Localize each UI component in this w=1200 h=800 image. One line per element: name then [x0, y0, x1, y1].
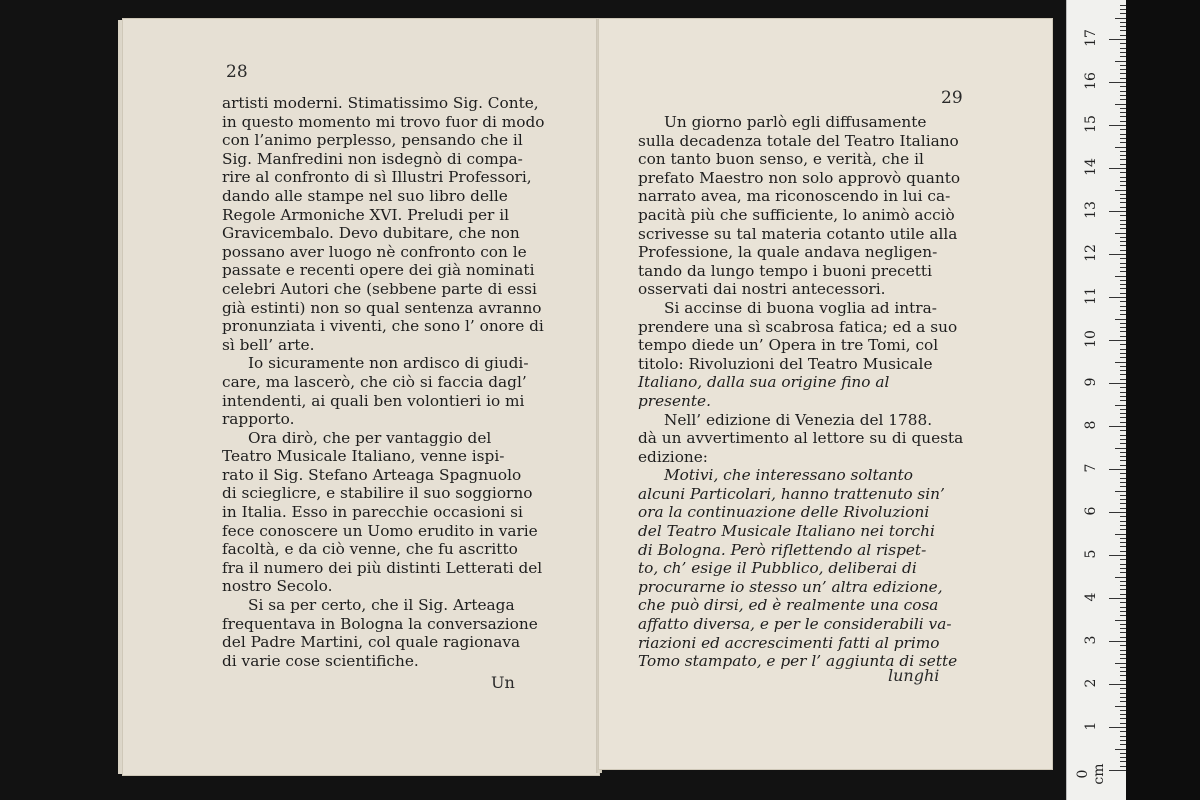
ruler-tick — [1109, 383, 1127, 384]
ruler-tick — [1109, 727, 1127, 728]
right_page-line: prefato Maestro non solo approvò quanto — [638, 168, 961, 187]
right_page-line: sulla decadenza totale del Teatro Italiano — [638, 131, 959, 150]
right_page-line: ora la continuazione delle Rivoluzioni — [638, 503, 930, 522]
ruler-number: 14 — [1083, 158, 1099, 176]
ruler-number: 11 — [1083, 287, 1099, 305]
right_page-line: presente. — [638, 391, 711, 410]
left_page-line: fra il numero dei più distinti Letterati del — [222, 558, 543, 577]
left_page-line: celebri Autori che (sebbene parte di essi — [222, 279, 537, 298]
left_page-line: già estinti) non so qual sentenza avranno — [222, 298, 542, 317]
left_page-line: rapporto. — [222, 410, 295, 429]
right_page-line: Nell’ edizione di Venezia del 1788. — [664, 410, 933, 429]
right_page-line: prendere una sì scabrosa fatica; ed a suo — [638, 317, 958, 336]
right_page-line: tempo diede un’ Opera in tre Tomi, col — [638, 336, 939, 355]
ruler-tick — [1109, 254, 1127, 255]
left_page-line: care, ma lascerò, che ciò si faccia dagl’ — [222, 372, 527, 391]
left_page-line: facoltà, e da ciò venne, che fu ascritto — [222, 540, 518, 559]
left_page-line: pronunziata i viventi, che sono l’ onore di — [222, 317, 544, 336]
left_page-line: Si sa per certo, che il Sig. Arteaga — [248, 596, 515, 615]
ruler-number: 10 — [1083, 330, 1099, 348]
ruler-number: 1 — [1083, 721, 1099, 731]
left_page-line: del Padre Martini, col quale ragionava — [222, 633, 521, 652]
left-page — [122, 18, 600, 776]
ruler-number: 16 — [1083, 72, 1099, 90]
left_page-line: di scieglicre, e stabilire il suo soggiorno — [222, 484, 533, 503]
right_page-line: che può dirsi, ed è realmente una cosa — [638, 596, 939, 615]
right_page-line: narrato avea, ma riconoscendo in lui ca- — [638, 187, 951, 206]
right_page-line: edizione: — [638, 447, 708, 466]
ruler-tick — [1109, 641, 1127, 642]
right_page-line: riazioni ed accrescimenti fatti al primo — [638, 633, 940, 652]
left_page-line: passate e recenti opere dei già nominati — [222, 261, 535, 280]
right_page-line: tando da lungo tempo i buoni precetti — [638, 261, 932, 280]
ruler-tick — [1109, 684, 1127, 685]
ruler-tick — [1109, 555, 1127, 556]
right_page-line: di Bologna. Però riflettendo al rispet- — [638, 540, 927, 559]
ruler-tick — [1109, 469, 1127, 470]
right_page-line: dà un avvertimento al lettore su di questa — [638, 429, 964, 448]
left_page-line: di varie cose scientifiche. — [222, 651, 419, 670]
left_page-line: in Italia. Esso in parecchie occasioni si — [222, 503, 523, 522]
left_page-line: Gravicembalo. Devo dubitare, che non — [222, 224, 520, 243]
right_page-line: scrivesse su tal materia cotanto utile alla — [638, 224, 958, 243]
ruler-number: 8 — [1083, 420, 1099, 430]
right_page-line: alcuni Particolari, hanno trattenuto sin’ — [638, 484, 945, 503]
left_page-line: con l’animo perplesso, pensando che il — [222, 131, 523, 150]
left_page-line: nostro Secolo. — [222, 577, 333, 596]
right-catchword: lunghi — [888, 666, 940, 685]
left_page-line: rire al confronto di sì Illustri Professori, — [222, 168, 532, 187]
left_page-line: fece conoscere un Uomo erudito in varie — [222, 521, 538, 540]
left_page-line: artisti moderni. Stimatissimo Sig. Conte, — [222, 94, 539, 112]
right_page-line: osservati dai nostri antecessori. — [638, 280, 886, 299]
ruler-tick — [1109, 125, 1127, 126]
ruler-unit-label: 0 cm — [1075, 763, 1107, 785]
left_page-line: intendenti, ai quali ben volontieri io mi — [222, 391, 525, 410]
ruler-tick — [1109, 340, 1127, 341]
right_page-line: Un giorno parlò egli diffusamente — [664, 113, 927, 131]
left-page-text — [222, 94, 552, 670]
ruler-number: 13 — [1083, 201, 1099, 219]
ruler-number: 12 — [1083, 244, 1099, 262]
right_page-line: affatto diversa, e per le considerabili va- — [638, 615, 952, 634]
left_page-line: rato il Sig. Stefano Arteaga Spagnuolo — [222, 465, 522, 484]
left-page-number: 28 — [226, 62, 248, 82]
ruler-number: 6 — [1083, 506, 1099, 516]
ruler-number: 9 — [1083, 377, 1099, 387]
background-strip — [1126, 0, 1200, 800]
right_page-line: procurarne io stesso un’ altra edizione, — [638, 577, 943, 596]
ruler-tick — [1109, 297, 1127, 298]
ruler-number: 3 — [1083, 635, 1099, 645]
left_page-line: possano aver luogo nè confronto con le — [222, 242, 527, 261]
ruler-tick — [1109, 211, 1127, 212]
measuring-ruler — [1066, 0, 1127, 800]
left_page-line: sì bell’ arte. — [222, 335, 315, 354]
ruler-tick — [1109, 82, 1127, 83]
left_page-line: in questo momento mi trovo fuor di modo — [222, 112, 545, 131]
ruler-tick — [1109, 598, 1127, 599]
ruler-tick — [1109, 770, 1127, 771]
right_page-line: to, ch’ esige il Pubblico, deliberai di — [638, 559, 917, 578]
right-page-number: 29 — [941, 88, 963, 108]
left_page-line: Io sicuramente non ardisco di giudi- — [248, 354, 529, 373]
ruler-tick — [1109, 512, 1127, 513]
ruler-number: 5 — [1083, 549, 1099, 559]
right_page-line: Si accinse di buona voglia ad intra- — [664, 298, 937, 317]
ruler-number: 7 — [1083, 463, 1099, 473]
left_page-line: Teatro Musicale Italiano, venne ispi- — [222, 447, 505, 466]
ruler-number: 4 — [1083, 592, 1099, 602]
right_page-line: Motivi, che interessano soltanto — [664, 466, 913, 485]
left_page-line: Ora dirò, che per vantaggio del — [248, 428, 492, 447]
ruler-tick — [1109, 168, 1127, 169]
right_page-line: Italiano, dalla sua origine fino al — [638, 373, 890, 392]
right_page-line: Professione, la quale andava negligen- — [638, 243, 938, 262]
left_page-line: frequentava in Bologna la conversazione — [222, 614, 538, 633]
left-catchword: Un — [491, 673, 515, 692]
ruler-tick — [1109, 426, 1127, 427]
left_page-line: dando alle stampe nel suo libro delle — [222, 186, 508, 205]
right_page-line: con tanto buon senso, e verità, che il — [638, 150, 924, 169]
right_page-line: titolo: Rivoluzioni del Teatro Musicale — [638, 354, 933, 373]
ruler-number: 15 — [1083, 115, 1099, 133]
left_page-line: Sig. Manfredini non isdegnò di compa- — [222, 149, 523, 168]
ruler-tick — [1109, 39, 1127, 40]
right-page — [598, 18, 1053, 770]
right_page-line: pacità più che sufficiente, lo animò acciò — [638, 205, 955, 224]
right_page-line: Tomo stampato, e per l’ aggiunta di sette — [638, 652, 958, 671]
left_page-line: Regole Armoniche XVI. Preludi per il — [222, 205, 509, 224]
ruler-number: 2 — [1083, 678, 1099, 688]
right-page-text — [638, 113, 978, 671]
right_page-line: del Teatro Musicale Italiano nei torchi — [638, 522, 935, 541]
ruler-number: 17 — [1083, 29, 1099, 47]
